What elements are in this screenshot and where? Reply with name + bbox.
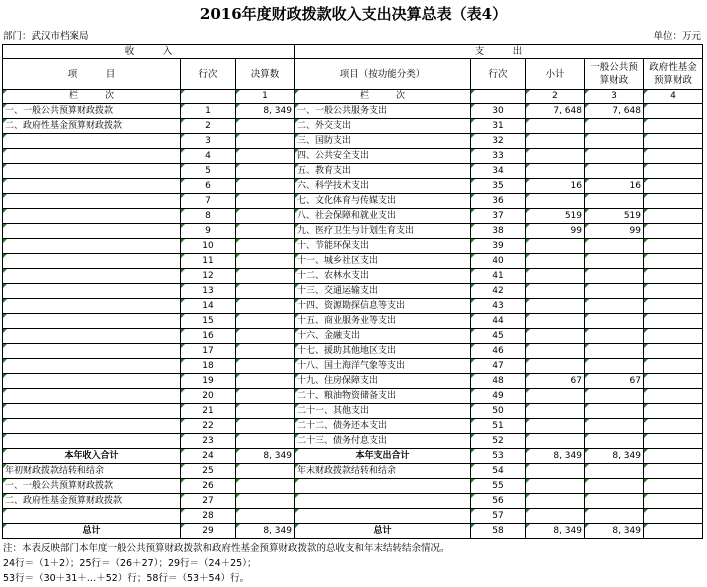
expense-line-no: 32 bbox=[471, 134, 526, 149]
expense-subtotal: 8, 349 bbox=[526, 524, 585, 539]
expense-fund bbox=[644, 104, 703, 119]
note-line-3: 53行＝（30＋31＋…＋52）行；58行＝（53＋54）行。 bbox=[3, 573, 250, 584]
expense-item: 二十二、债务还本支出 bbox=[295, 419, 471, 434]
table-row bbox=[3, 329, 703, 344]
income-item: 一、一般公共预算财政拨款 bbox=[3, 104, 181, 119]
expense-line-no: 45 bbox=[471, 329, 526, 344]
expense-subtotal bbox=[526, 509, 585, 524]
expense-line-no: 39 bbox=[471, 239, 526, 254]
income-amount bbox=[236, 239, 295, 254]
expense-line-no: 33 bbox=[471, 149, 526, 164]
income-item bbox=[3, 389, 181, 404]
expense-item: 七、文化体育与传媒支出 bbox=[295, 194, 471, 209]
expense-line-no: 40 bbox=[471, 254, 526, 269]
income-line-no: 3 bbox=[181, 134, 236, 149]
income-line-no: 7 bbox=[181, 194, 236, 209]
expense-line-no: 31 bbox=[471, 119, 526, 134]
table-row bbox=[3, 509, 703, 524]
expense-subtotal bbox=[526, 254, 585, 269]
income-item bbox=[3, 329, 181, 344]
column-number-2: 2 bbox=[526, 90, 585, 104]
table-row bbox=[3, 149, 703, 164]
table-row bbox=[3, 269, 703, 284]
expense-general: 16 bbox=[585, 179, 644, 194]
expense-fund bbox=[644, 269, 703, 284]
expense-item: 十七、援助其他地区支出 bbox=[295, 344, 471, 359]
expense-general bbox=[585, 509, 644, 524]
table-row bbox=[3, 299, 703, 314]
expense-fund bbox=[644, 509, 703, 524]
income-amount bbox=[236, 329, 295, 344]
expense-general bbox=[585, 344, 644, 359]
unit-label: 单位：万元 bbox=[653, 31, 701, 42]
expense-subtotal bbox=[526, 329, 585, 344]
expense-fund bbox=[644, 329, 703, 344]
income-amount bbox=[236, 299, 295, 314]
expense-line-no: 49 bbox=[471, 389, 526, 404]
table-row bbox=[3, 449, 703, 464]
expense-general bbox=[585, 164, 644, 179]
column-label: 栏 次 bbox=[3, 90, 181, 104]
expense-fund bbox=[644, 314, 703, 329]
income-line-no: 16 bbox=[181, 329, 236, 344]
section-header-row bbox=[3, 45, 703, 59]
income-item bbox=[3, 509, 181, 524]
expense-general bbox=[585, 494, 644, 509]
expense-item: 十、节能环保支出 bbox=[295, 239, 471, 254]
income-line-no: 24 bbox=[181, 449, 236, 464]
table-row bbox=[3, 494, 703, 509]
expense-item bbox=[295, 479, 471, 494]
table-row bbox=[3, 284, 703, 299]
income-item bbox=[3, 434, 181, 449]
expense-line-no: 42 bbox=[471, 284, 526, 299]
income-line-no: 10 bbox=[181, 239, 236, 254]
expense-general: 519 bbox=[585, 209, 644, 224]
expense-item: 十九、住房保障支出 bbox=[295, 374, 471, 389]
expense-subtotal bbox=[526, 434, 585, 449]
income-amount bbox=[236, 374, 295, 389]
income-line-no: 13 bbox=[181, 284, 236, 299]
income-amount bbox=[236, 419, 295, 434]
income-line-no: 2 bbox=[181, 119, 236, 134]
income-item: 总计 bbox=[3, 524, 181, 539]
expense-subtotal: 8, 349 bbox=[526, 449, 585, 464]
expense-item: 十八、国土海洋气象等支出 bbox=[295, 359, 471, 374]
expense-fund bbox=[644, 224, 703, 239]
expense-line-no: 56 bbox=[471, 494, 526, 509]
table-row bbox=[3, 119, 703, 134]
income-line-no: 9 bbox=[181, 224, 236, 239]
column-header-row bbox=[3, 59, 703, 90]
income-amount bbox=[236, 149, 295, 164]
income-item bbox=[3, 314, 181, 329]
table-row bbox=[3, 224, 703, 239]
expense-line-no: 30 bbox=[471, 104, 526, 119]
income-line-no: 15 bbox=[181, 314, 236, 329]
expense-line-no: 52 bbox=[471, 434, 526, 449]
expense-subtotal bbox=[526, 134, 585, 149]
expense-line-no: 54 bbox=[471, 464, 526, 479]
income-item bbox=[3, 284, 181, 299]
income-amount bbox=[236, 434, 295, 449]
income-item bbox=[3, 254, 181, 269]
expense-line-no: 46 bbox=[471, 344, 526, 359]
expense-fund bbox=[644, 464, 703, 479]
expense-general: 7, 648 bbox=[585, 104, 644, 119]
expense-line-no: 47 bbox=[471, 359, 526, 374]
expense-fund bbox=[644, 164, 703, 179]
expense-subtotal bbox=[526, 284, 585, 299]
expense-item: 五、教育支出 bbox=[295, 164, 471, 179]
expense-general bbox=[585, 479, 644, 494]
income-item bbox=[3, 239, 181, 254]
expense-fund bbox=[644, 209, 703, 224]
expense-item: 二十一、其他支出 bbox=[295, 404, 471, 419]
table-row bbox=[3, 239, 703, 254]
income-item bbox=[3, 164, 181, 179]
expense-item bbox=[295, 509, 471, 524]
expense-fund bbox=[644, 254, 703, 269]
income-line-no: 8 bbox=[181, 209, 236, 224]
department-label: 部门：武汉市档案局 bbox=[3, 31, 89, 42]
expense-subtotal bbox=[526, 299, 585, 314]
expense-general bbox=[585, 299, 644, 314]
expense-fund bbox=[644, 284, 703, 299]
report-title: 2016年度财政拨款收入支出决算总表（表4） bbox=[199, 5, 508, 23]
expense-item: 八、社会保障和就业支出 bbox=[295, 209, 471, 224]
income-amount bbox=[236, 254, 295, 269]
expense-general bbox=[585, 359, 644, 374]
expense-item: 九、医疗卫生与计划生育支出 bbox=[295, 224, 471, 239]
expense-fund bbox=[644, 374, 703, 389]
expense-general bbox=[585, 419, 644, 434]
expense-item: 本年支出合计 bbox=[295, 449, 471, 464]
expense-line-no: 51 bbox=[471, 419, 526, 434]
expense-general bbox=[585, 254, 644, 269]
header-line2: 行次 bbox=[471, 59, 526, 90]
income-item: 二、政府性基金预算财政拨款 bbox=[3, 119, 181, 134]
expense-line-no: 36 bbox=[471, 194, 526, 209]
expense-general bbox=[585, 464, 644, 479]
expense-line-no: 53 bbox=[471, 449, 526, 464]
expense-item: 年末财政拨款结转和结余 bbox=[295, 464, 471, 479]
income-item bbox=[3, 299, 181, 314]
expense-fund bbox=[644, 239, 703, 254]
income-amount bbox=[236, 179, 295, 194]
expense-subtotal bbox=[526, 194, 585, 209]
header-line: 行次 bbox=[181, 59, 236, 90]
expense-line-no: 43 bbox=[471, 299, 526, 314]
expense-item: 十一、城乡社区支出 bbox=[295, 254, 471, 269]
income-line-no: 18 bbox=[181, 359, 236, 374]
table-row bbox=[3, 344, 703, 359]
income-line-no: 12 bbox=[181, 269, 236, 284]
expense-general bbox=[585, 284, 644, 299]
income-amount bbox=[236, 494, 295, 509]
income-amount bbox=[236, 224, 295, 239]
header-func-item: 项目（按功能分类） bbox=[295, 59, 471, 90]
expense-general bbox=[585, 434, 644, 449]
expense-fund bbox=[644, 179, 703, 194]
expense-item: 十四、资源勘探信息等支出 bbox=[295, 299, 471, 314]
expense-fund bbox=[644, 359, 703, 374]
table-row bbox=[3, 194, 703, 209]
expense-subtotal bbox=[526, 359, 585, 374]
expense-item: 十二、农林水支出 bbox=[295, 269, 471, 284]
table-row bbox=[3, 404, 703, 419]
expense-subtotal bbox=[526, 389, 585, 404]
expense-subtotal: 7, 648 bbox=[526, 104, 585, 119]
income-line-no: 20 bbox=[181, 389, 236, 404]
income-item bbox=[3, 224, 181, 239]
income-line-no: 4 bbox=[181, 149, 236, 164]
income-amount bbox=[236, 284, 295, 299]
income-line-no: 17 bbox=[181, 344, 236, 359]
expense-fund bbox=[644, 149, 703, 164]
income-item: 一、一般公共预算财政拨款 bbox=[3, 479, 181, 494]
expense-subtotal bbox=[526, 239, 585, 254]
expense-general bbox=[585, 389, 644, 404]
expense-fund bbox=[644, 479, 703, 494]
income-amount: 8, 349 bbox=[236, 104, 295, 119]
income-line-no: 27 bbox=[181, 494, 236, 509]
header-item: 项 目 bbox=[3, 59, 181, 90]
income-item bbox=[3, 134, 181, 149]
income-item: 二、政府性基金预算财政拨款 bbox=[3, 494, 181, 509]
expense-line-no: 37 bbox=[471, 209, 526, 224]
income-item bbox=[3, 374, 181, 389]
table-row bbox=[3, 419, 703, 434]
expense-line-no: 50 bbox=[471, 404, 526, 419]
table-row bbox=[3, 209, 703, 224]
table-row bbox=[3, 479, 703, 494]
expense-general bbox=[585, 119, 644, 134]
expense-line-no: 41 bbox=[471, 269, 526, 284]
note-line-2: 24行＝（1＋2）；25行＝（26＋27）；29行＝（24＋25）； bbox=[3, 558, 257, 569]
income-line-no: 28 bbox=[181, 509, 236, 524]
income-amount bbox=[236, 464, 295, 479]
expense-subtotal bbox=[526, 164, 585, 179]
income-line-no: 5 bbox=[181, 164, 236, 179]
income-amount bbox=[236, 269, 295, 284]
table-row bbox=[3, 359, 703, 374]
expense-subtotal: 99 bbox=[526, 224, 585, 239]
expense-line-no: 48 bbox=[471, 374, 526, 389]
column-number-4: 4 bbox=[644, 90, 703, 104]
expense-item: 二十三、债务付息支出 bbox=[295, 434, 471, 449]
expense-fund bbox=[644, 299, 703, 314]
expense-general bbox=[585, 314, 644, 329]
income-item: 本年收入合计 bbox=[3, 449, 181, 464]
expense-item bbox=[295, 494, 471, 509]
table-row bbox=[3, 179, 703, 194]
expense-item: 十五、商业服务业等支出 bbox=[295, 314, 471, 329]
expense-fund bbox=[644, 449, 703, 464]
expense-fund bbox=[644, 434, 703, 449]
header-general: 一般公共预算财政 bbox=[585, 59, 644, 90]
income-item bbox=[3, 359, 181, 374]
expense-fund bbox=[644, 404, 703, 419]
income-amount bbox=[236, 344, 295, 359]
income-amount bbox=[236, 209, 295, 224]
expense-section-header: 支 出 bbox=[295, 45, 703, 59]
expense-line-no: 58 bbox=[471, 524, 526, 539]
income-line-no: 14 bbox=[181, 299, 236, 314]
expense-subtotal bbox=[526, 479, 585, 494]
income-line-no: 1 bbox=[181, 104, 236, 119]
income-line-no: 29 bbox=[181, 524, 236, 539]
income-item bbox=[3, 404, 181, 419]
expense-subtotal bbox=[526, 314, 585, 329]
expense-item: 六、科学技术支出 bbox=[295, 179, 471, 194]
table-row bbox=[3, 104, 703, 119]
header-fund: 政府性基金预算财政 bbox=[644, 59, 703, 90]
expense-fund bbox=[644, 524, 703, 539]
income-amount: 8, 349 bbox=[236, 524, 295, 539]
expense-subtotal bbox=[526, 344, 585, 359]
income-amount bbox=[236, 359, 295, 374]
income-amount bbox=[236, 404, 295, 419]
expense-line-no: 57 bbox=[471, 509, 526, 524]
income-item bbox=[3, 179, 181, 194]
table-row bbox=[3, 374, 703, 389]
table-row bbox=[3, 389, 703, 404]
expense-general: 67 bbox=[585, 374, 644, 389]
income-amount bbox=[236, 509, 295, 524]
income-line-no: 21 bbox=[181, 404, 236, 419]
income-section-header: 收 入 bbox=[3, 45, 295, 59]
income-amount bbox=[236, 479, 295, 494]
expense-item: 十六、金融支出 bbox=[295, 329, 471, 344]
expense-line-no: 44 bbox=[471, 314, 526, 329]
column-number-row bbox=[3, 90, 703, 104]
income-line-no: 6 bbox=[181, 179, 236, 194]
expense-general: 99 bbox=[585, 224, 644, 239]
note-line-1: 注：本表反映部门本年度一般公共预算财政拨款和政府性基金预算财政拨款的总收支和年末结转结余情况。 bbox=[3, 543, 450, 554]
income-line-no: 19 bbox=[181, 374, 236, 389]
expense-item: 总计 bbox=[295, 524, 471, 539]
expense-item: 十三、交通运输支出 bbox=[295, 284, 471, 299]
expense-fund bbox=[644, 119, 703, 134]
expense-fund bbox=[644, 194, 703, 209]
income-item bbox=[3, 269, 181, 284]
income-amount: 8, 349 bbox=[236, 449, 295, 464]
column-number-1: 1 bbox=[236, 90, 295, 104]
income-line-no: 23 bbox=[181, 434, 236, 449]
expense-subtotal bbox=[526, 464, 585, 479]
expense-line-no: 38 bbox=[471, 224, 526, 239]
expense-item: 一、一般公共服务支出 bbox=[295, 104, 471, 119]
income-item bbox=[3, 149, 181, 164]
expense-fund bbox=[644, 419, 703, 434]
income-item bbox=[3, 419, 181, 434]
table-row bbox=[3, 134, 703, 149]
expense-general: 8, 349 bbox=[585, 449, 644, 464]
income-amount bbox=[236, 134, 295, 149]
income-item bbox=[3, 194, 181, 209]
expense-line-no: 35 bbox=[471, 179, 526, 194]
expense-general bbox=[585, 239, 644, 254]
expense-subtotal bbox=[526, 269, 585, 284]
table-row bbox=[3, 254, 703, 269]
income-item: 年初财政拨款结转和结余 bbox=[3, 464, 181, 479]
expense-general bbox=[585, 269, 644, 284]
income-amount bbox=[236, 194, 295, 209]
expense-line-no: 55 bbox=[471, 479, 526, 494]
expense-line-no: 34 bbox=[471, 164, 526, 179]
income-line-no: 11 bbox=[181, 254, 236, 269]
expense-subtotal bbox=[526, 404, 585, 419]
expense-item: 二、外交支出 bbox=[295, 119, 471, 134]
expense-general bbox=[585, 149, 644, 164]
table-row bbox=[3, 434, 703, 449]
income-amount bbox=[236, 119, 295, 134]
expense-general bbox=[585, 134, 644, 149]
header-subtotal: 小计 bbox=[526, 59, 585, 90]
income-line-no: 25 bbox=[181, 464, 236, 479]
expense-subtotal bbox=[526, 119, 585, 134]
expense-general bbox=[585, 404, 644, 419]
income-line-no: 22 bbox=[181, 419, 236, 434]
expense-subtotal: 16 bbox=[526, 179, 585, 194]
expense-fund bbox=[644, 389, 703, 404]
expense-general bbox=[585, 329, 644, 344]
income-item bbox=[3, 344, 181, 359]
column-label-2: 栏 次 bbox=[295, 90, 471, 104]
income-item bbox=[3, 209, 181, 224]
income-amount bbox=[236, 389, 295, 404]
expense-subtotal: 519 bbox=[526, 209, 585, 224]
expense-item: 四、公共安全支出 bbox=[295, 149, 471, 164]
finance-table bbox=[2, 44, 703, 539]
income-amount bbox=[236, 314, 295, 329]
expense-general bbox=[585, 194, 644, 209]
table-row bbox=[3, 524, 703, 539]
column-number-3: 3 bbox=[585, 90, 644, 104]
expense-fund bbox=[644, 494, 703, 509]
table-row bbox=[3, 464, 703, 479]
expense-subtotal bbox=[526, 419, 585, 434]
header-final: 决算数 bbox=[236, 59, 295, 90]
table-row bbox=[3, 164, 703, 179]
expense-item: 二十、粮油物资储备支出 bbox=[295, 389, 471, 404]
table-row bbox=[3, 314, 703, 329]
income-amount bbox=[236, 164, 295, 179]
expense-subtotal bbox=[526, 149, 585, 164]
expense-fund bbox=[644, 134, 703, 149]
expense-subtotal bbox=[526, 494, 585, 509]
expense-fund bbox=[644, 344, 703, 359]
expense-item: 三、国防支出 bbox=[295, 134, 471, 149]
income-line-no: 26 bbox=[181, 479, 236, 494]
expense-subtotal: 67 bbox=[526, 374, 585, 389]
expense-general: 8, 349 bbox=[585, 524, 644, 539]
